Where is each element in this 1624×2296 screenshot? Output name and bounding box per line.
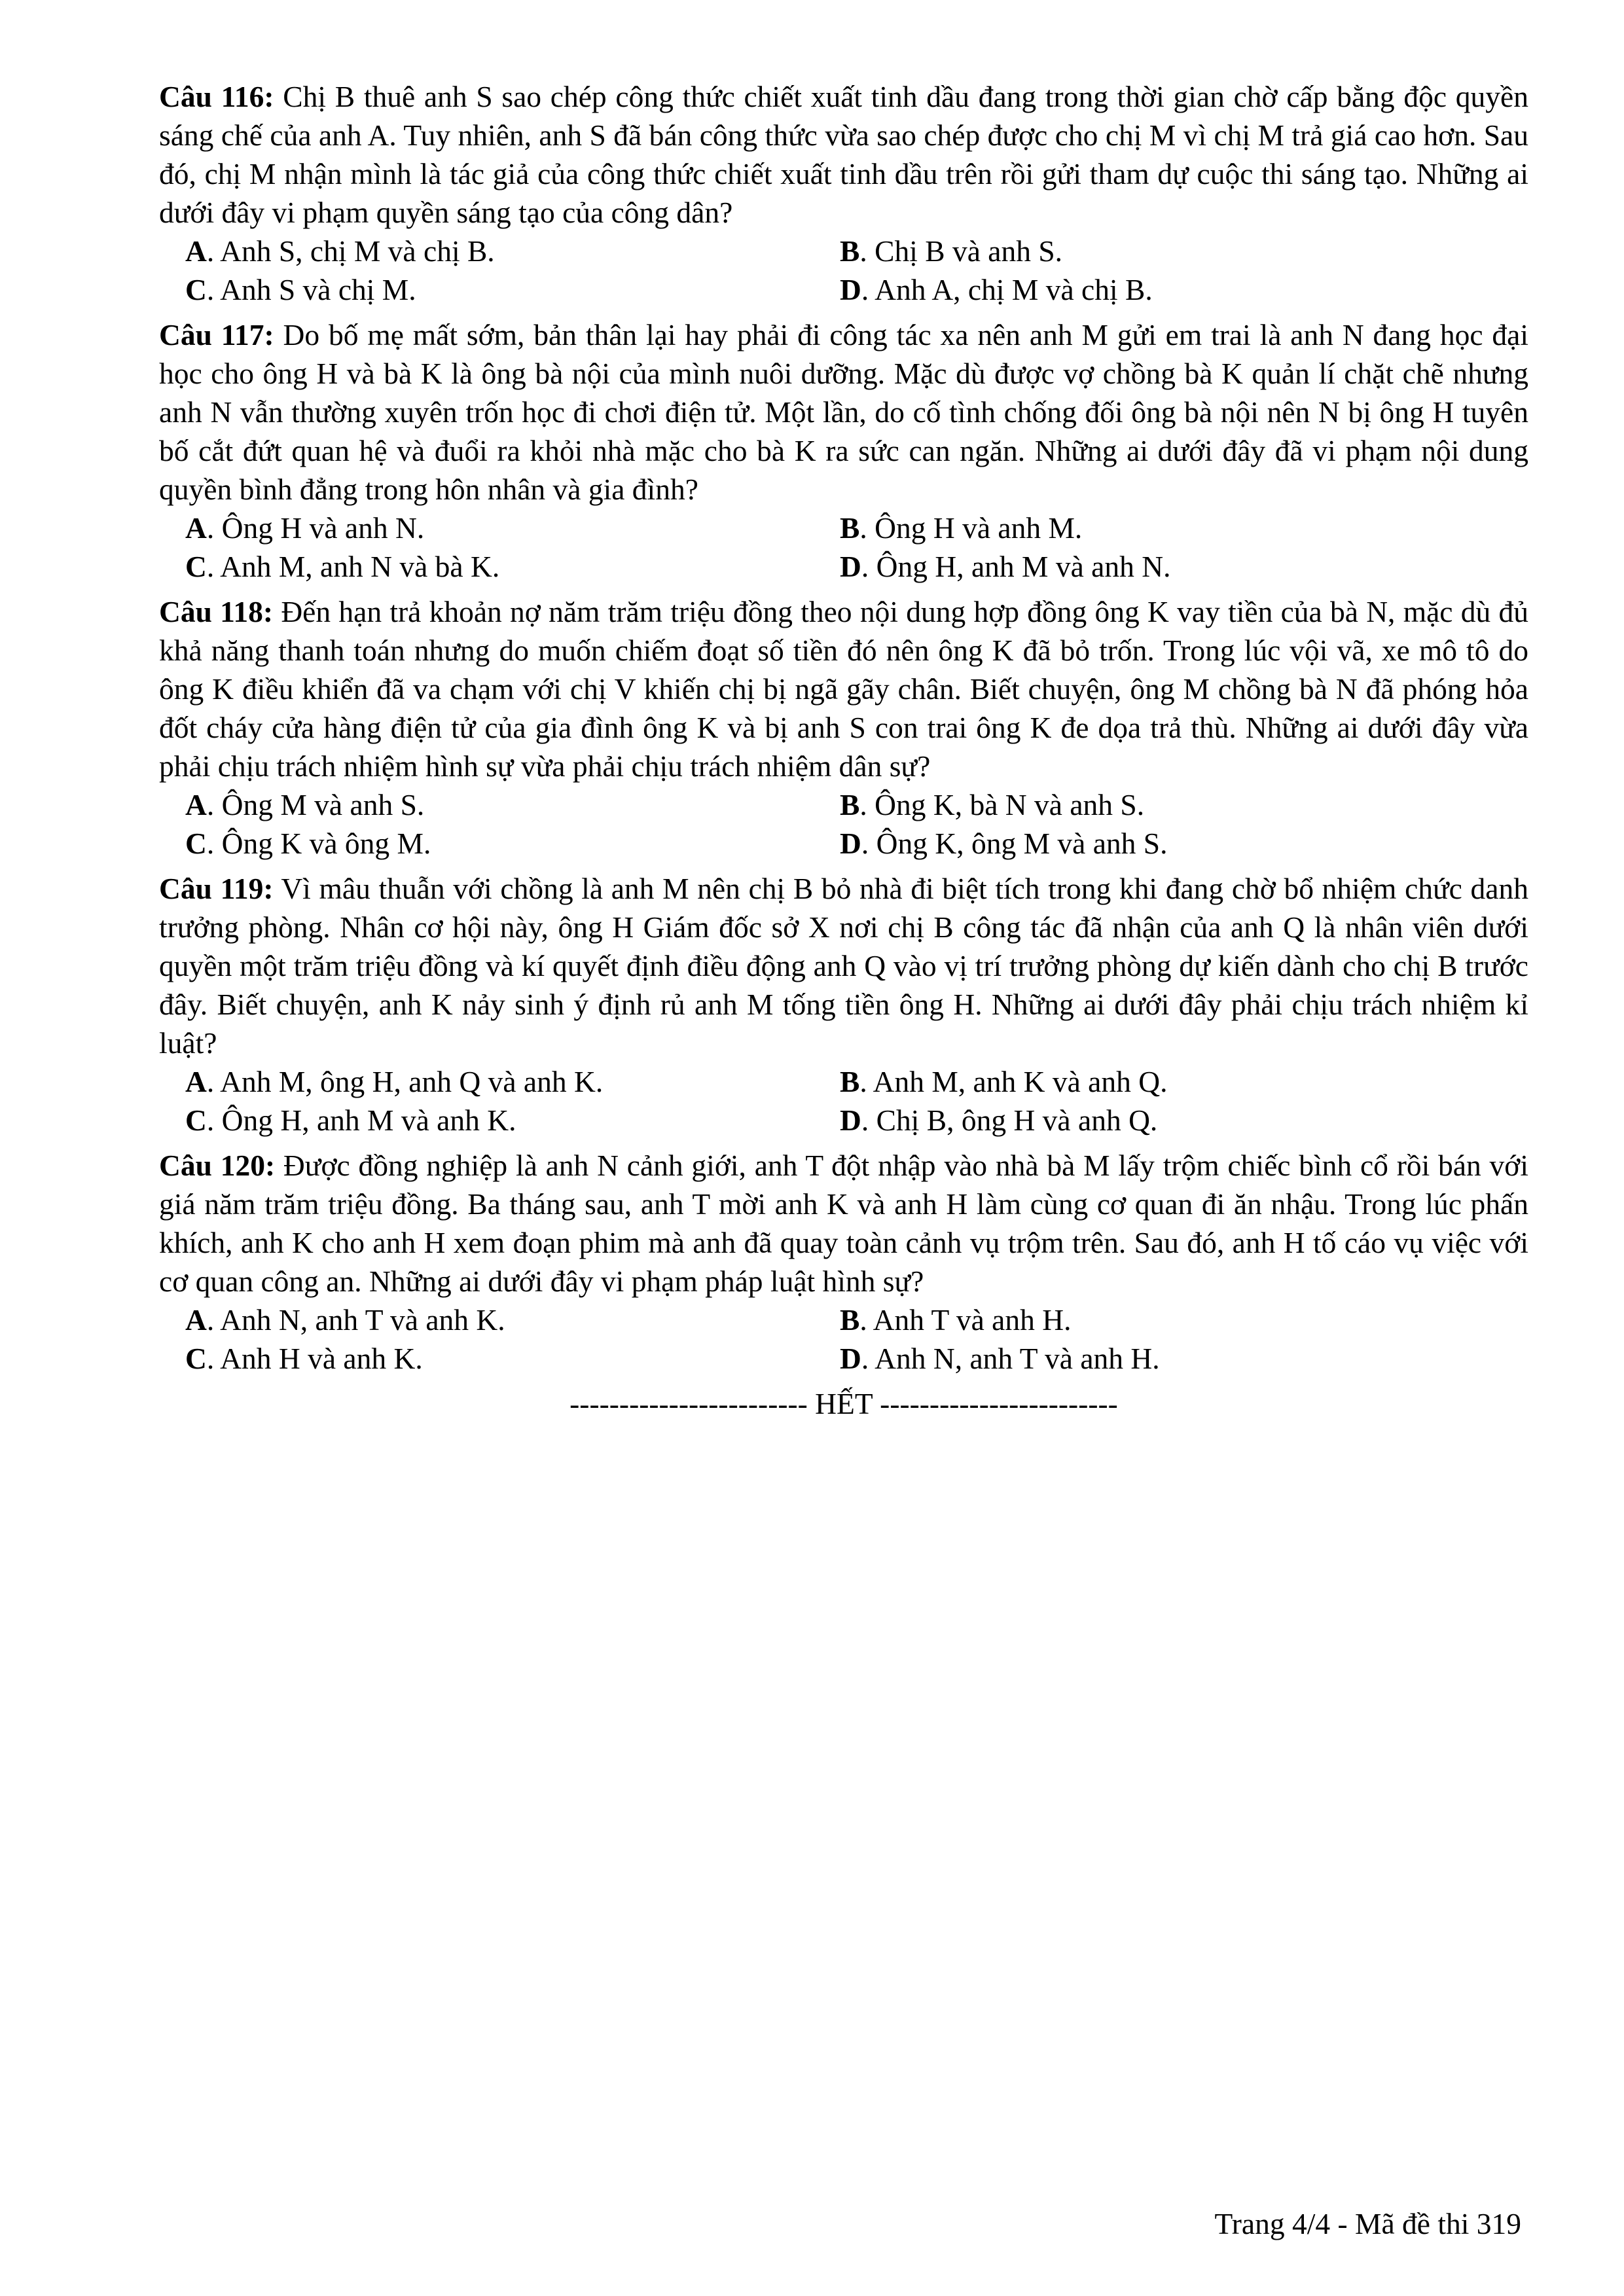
question-body: Đến hạn trả khoản nợ năm trăm triệu đồng theo nội dung hợp đồng ông K vay tiền của bà N, mặc dù đủ khả năng thanh toán nhưng do muốn chiếm đoạt số tiền đó nên ông K đã bỏ trốn. Trong lúc vội vã, xe mô tô do ông K điều khiển đã va chạm với chị V khiến chị bị ngã gãy chân. Biết chuyện, ông M chồng bà N đã phóng hỏa đốt cháy cửa hàng điện tử của gia đình ông K và bị anh S con trai ông K đe dọa trả thù. Những ai dưới đây vừa phải chịu trách nhiệm hình sự vừa phải chịu trách nhiệm dân sự? [159,595,1528,783]
question-116 [159,77,1528,309]
option-d[interactable]: D. Chị B, ông H và anh Q. [840,1103,1158,1137]
answer-options [159,785,1528,863]
end-of-exam-marker: ------------------------ HẾT ------------------------ [569,1387,1118,1420]
option-c[interactable]: C. Ông K và ông M. [185,827,431,860]
option-a[interactable]: A. Ông H và anh N. [185,511,425,545]
option-b[interactable]: B. Chị B và anh S. [840,234,1063,268]
question-label: Câu 117: [159,318,274,351]
option-b[interactable]: B. Anh M, anh K và anh Q. [840,1065,1168,1098]
question-117 [159,315,1528,586]
question-text [159,1146,1528,1300]
option-d[interactable]: D. Anh N, anh T và anh H. [840,1342,1160,1375]
option-d[interactable]: D. Ông H, anh M và anh N. [840,550,1171,583]
option-c[interactable]: C. Anh S và chị M. [185,273,416,306]
question-body: Được đồng nghiệp là anh N cảnh giới, anh T đột nhập vào nhà bà M lấy trộm chiếc bình cổ rồi bán với giá năm trăm triệu đồng. Ba tháng sau, anh T mời anh K và anh H làm cùng cơ quan đi ăn nhậu. Trong lúc phấn khích, anh K cho anh H xem đoạn phim mà anh đã quay toàn cảnh vụ trộm trên. Sau đó, anh H tố cáo vụ việc với cơ quan công an. Những ai dưới đây vi phạm pháp luật hình sự? [159,1149,1528,1298]
answer-options [159,232,1528,309]
question-120 [159,1146,1528,1378]
question-119 [159,869,1528,1139]
question-118 [159,592,1528,863]
question-text [159,869,1528,1062]
option-b[interactable]: B. Anh T và anh H. [840,1303,1072,1336]
option-a[interactable]: A. Anh S, chị M và chị B. [185,234,495,268]
answer-options [159,1300,1528,1378]
answer-options [159,509,1528,586]
question-body: Vì mâu thuẫn với chồng là anh M nên chị B bỏ nhà đi biệt tích trong khi đang chờ bổ nhiệm chức danh trưởng phòng. Nhân cơ hội này, ông H Giám đốc sở X nơi chị B công tác đã nhận của anh Q là nhân viên dưới quyền một trăm triệu đồng và kí quyết định điều động anh Q vào vị trí trưởng phòng dự kiến dành cho chị B trước đây. Biết chuyện, anh K nảy sinh ý định rủ anh M tống tiền ông H. Những ai dưới đây phải chịu trách nhiệm kỉ luật? [159,872,1528,1060]
option-a[interactable]: A. Anh N, anh T và anh K. [185,1303,505,1336]
question-text [159,77,1528,232]
option-c[interactable]: C. Anh M, anh N và bà K. [185,550,500,583]
question-label: Câu 120: [159,1149,276,1182]
page-footer: Trang 4/4 - Mã đề thi 319 [1214,2207,1521,2240]
question-text [159,592,1528,785]
question-label: Câu 119: [159,872,274,905]
answer-options [159,1062,1528,1139]
option-b[interactable]: B. Ông K, bà N và anh S. [840,788,1145,821]
option-a[interactable]: A. Anh M, ông H, anh Q và anh K. [185,1065,604,1098]
option-d[interactable]: D. Ông K, ông M và anh S. [840,827,1168,860]
question-body: Chị B thuê anh S sao chép công thức chiết xuất tinh dầu đang trong thời gian chờ cấp bằng độc quyền sáng chế của anh A. Tuy nhiên, anh S đã bán công thức vừa sao chép được cho chị M vì chị M trả giá cao hơn. Sau đó, chị M nhận mình là tác giả của công thức chiết xuất tinh dầu trên rồi gửi tham dự cuộc thi sáng tạo. Những ai dưới đây vi phạm quyền sáng tạo của công dân? [159,80,1528,229]
exam-page [159,77,1528,1423]
option-a[interactable]: A. Ông M và anh S. [185,788,425,821]
option-b[interactable]: B. Ông H và anh M. [840,511,1083,545]
question-label: Câu 118: [159,595,274,628]
option-d[interactable]: D. Anh A, chị M và chị B. [840,273,1153,306]
option-c[interactable]: C. Anh H và anh K. [185,1342,423,1375]
question-text [159,315,1528,509]
question-body: Do bố mẹ mất sớm, bản thân lại hay phải đi công tác xa nên anh M gửi em trai là anh N đang học đại học cho ông H và bà K là ông bà nội của mình nuôi dưỡng. Mặc dù được vợ chồng bà K quản lí chặt chẽ nhưng anh N vẫn thường xuyên trốn học đi chơi điện tử. Một lần, do cố tình chống đối ông bà nội nên N bị ông H tuyên bố cắt đứt quan hệ và đuổi ra khỏi nhà mặc cho bà K ra sức can ngăn. Những ai dưới đây đã vi phạm nội dung quyền bình đẳng trong hôn nhân và gia đình? [159,318,1528,506]
option-c[interactable]: C. Ông H, anh M và anh K. [185,1103,516,1137]
question-label: Câu 116: [159,80,274,113]
